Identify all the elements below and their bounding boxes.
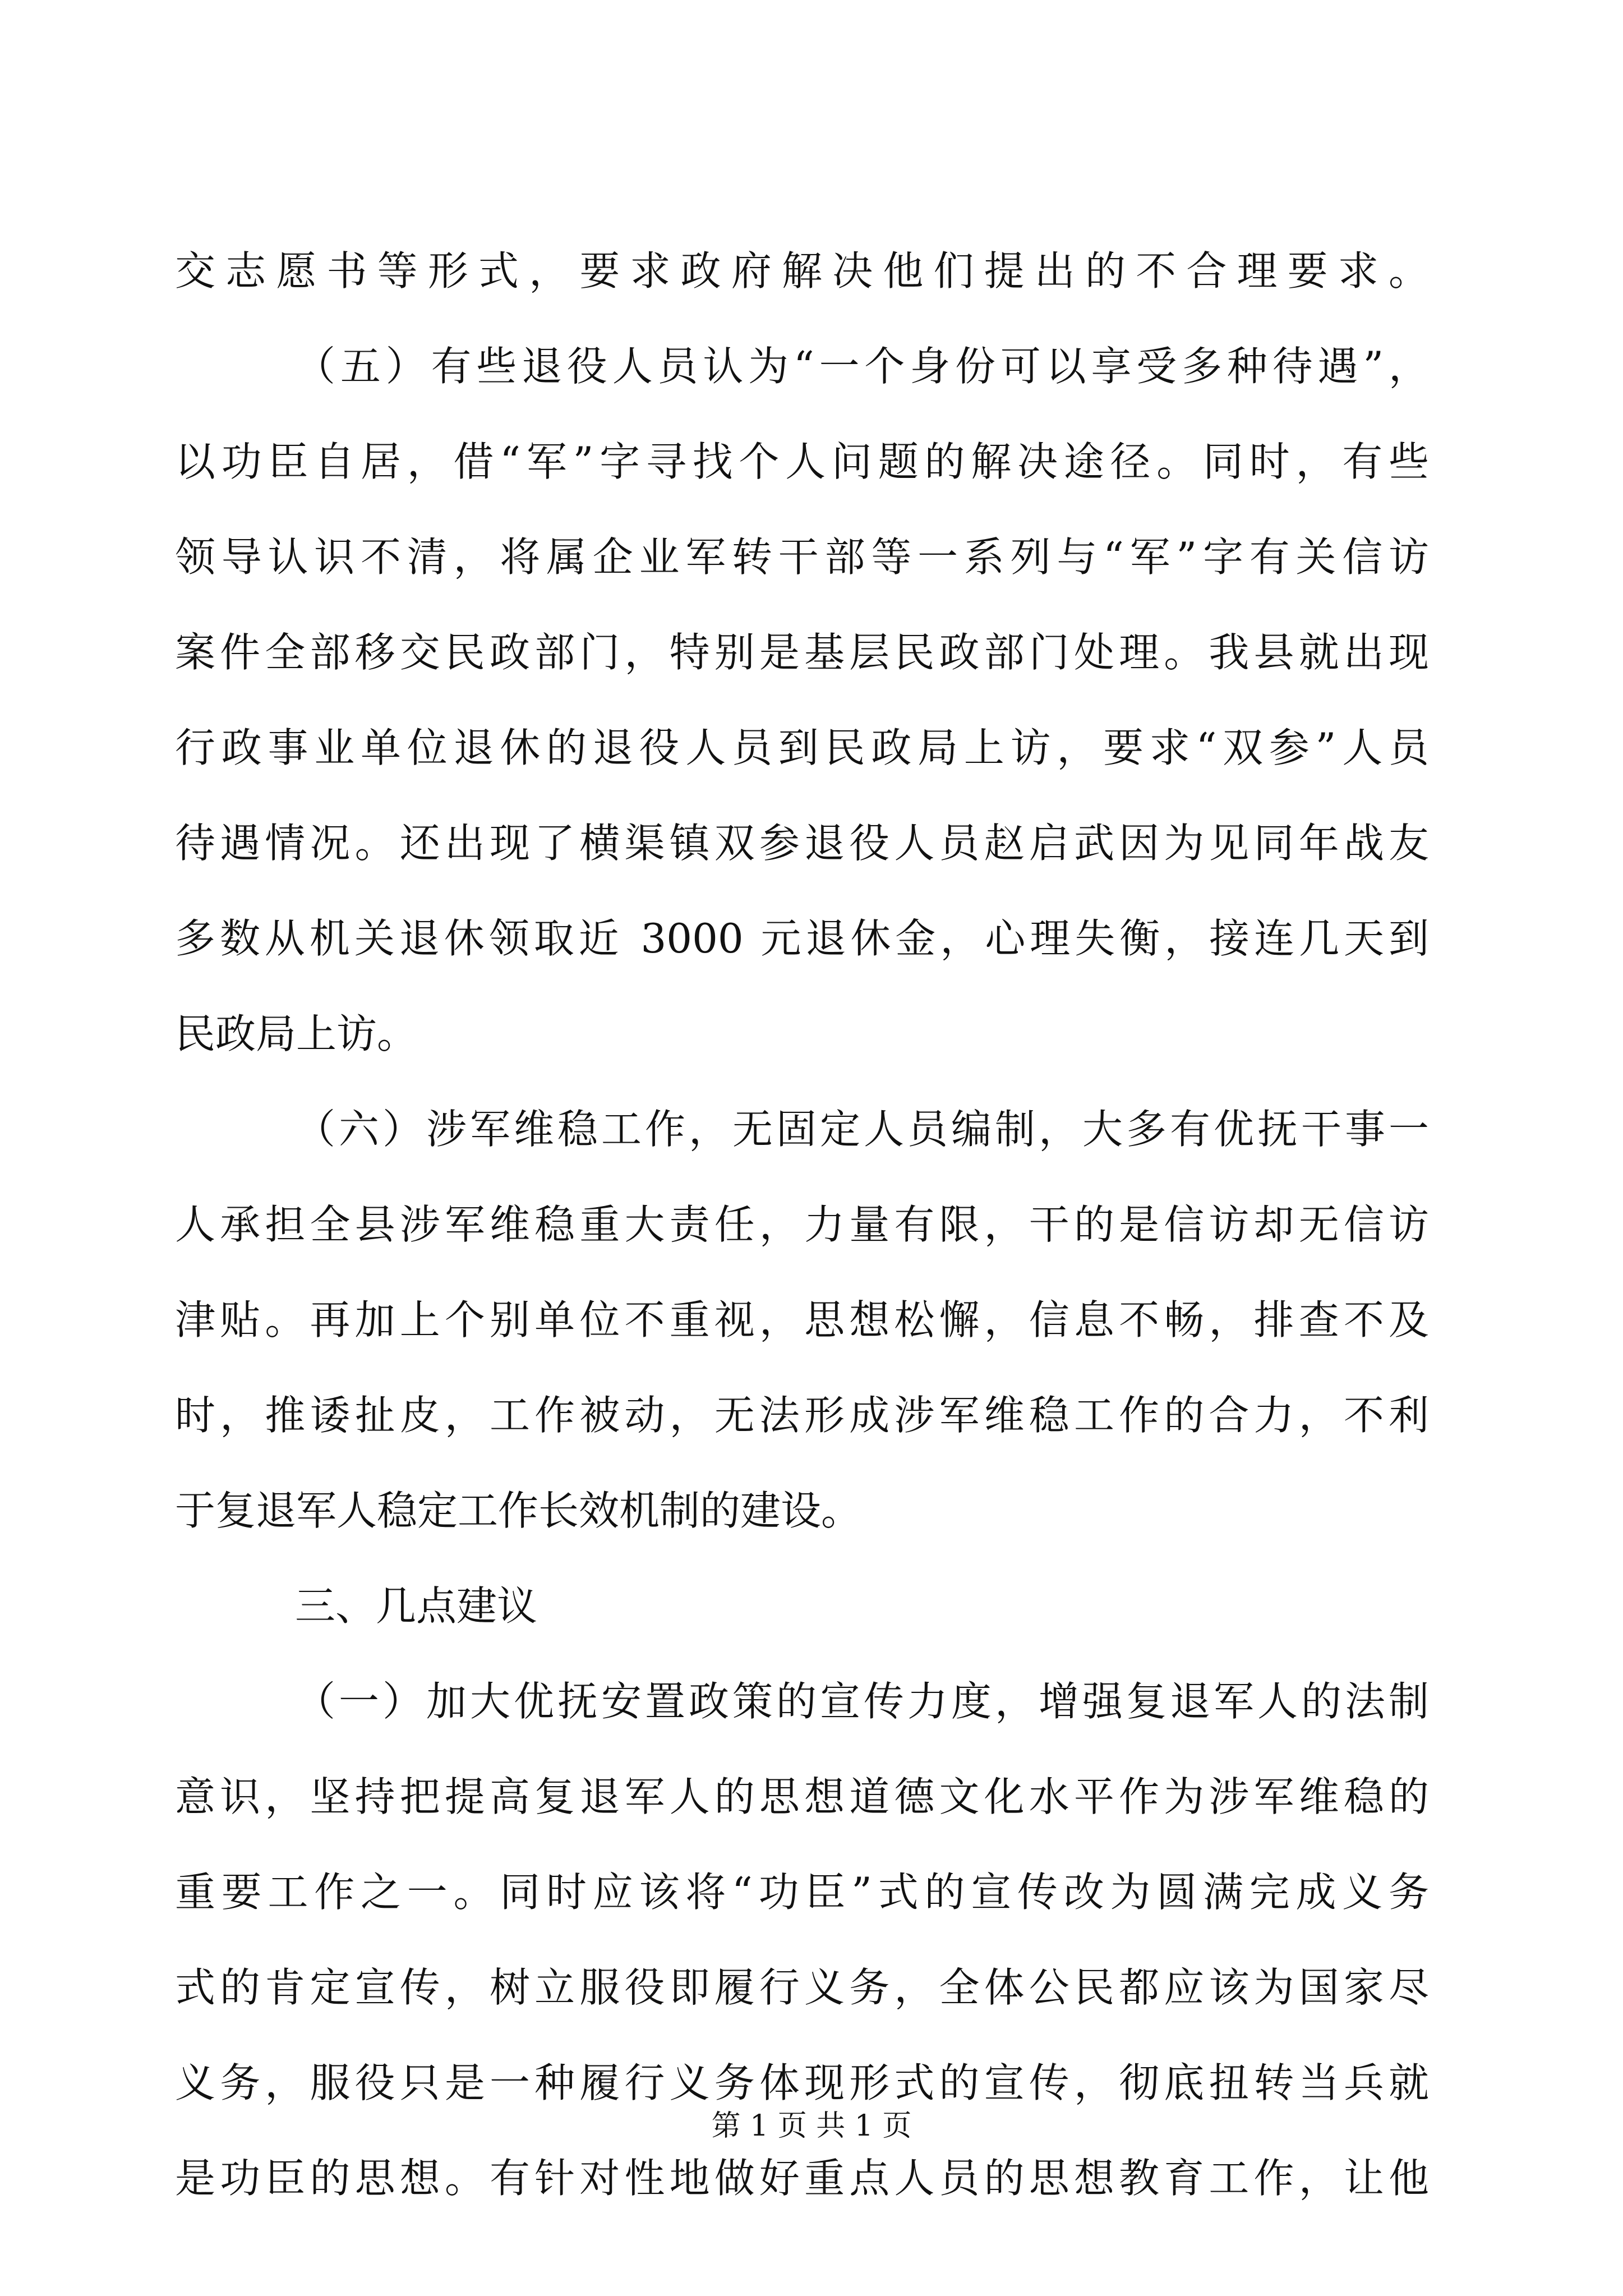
paragraph-first-line: （五）有些退役人员认为“一个身份可以享受多种待遇”， xyxy=(295,343,1429,390)
body-line: 交志愿书等形式，要求政府解决他们提出的不合理要求。 xyxy=(175,247,1429,295)
document-body xyxy=(175,223,1429,2226)
section-heading: 三、几点建议 xyxy=(295,1582,538,1630)
body-line: 津贴。再加上个别单位不重视，思想松懈，信息不畅，排查不及 xyxy=(175,1296,1429,1343)
body-line: 义务，服役只是一种履行义务体现形式的宣传，彻底扭转当兵就 xyxy=(175,2059,1429,2106)
paragraph-last-line: 于复退军人稳定工作长效机制的建设。 xyxy=(175,1487,862,1534)
body-line: 是功臣的思想。有针对性地做好重点人员的思想教育工作，让他 xyxy=(175,2155,1429,2202)
body-line: 重要工作之一。同时应该将“功臣”式的宣传改为圆满完成义务 xyxy=(175,1869,1429,1916)
page-footer: 第 1 页 共 1 页 xyxy=(711,2109,912,2143)
paragraph-first-line: （六）涉军维稳工作，无固定人员编制，大多有优抚干事一 xyxy=(295,1106,1429,1153)
body-line: 式的肯定宣传，树立服役即履行义务，全体公民都应该为国家尽 xyxy=(175,1964,1429,2011)
body-line: 以功臣自居，借“军”字寻找个人问题的解决途径。同时，有些 xyxy=(175,438,1429,485)
body-line: 人承担全县涉军维稳重大责任，力量有限，干的是信访却无信访 xyxy=(175,1201,1429,1248)
body-line: 时，推诿扯皮，工作被动，无法形成涉军维稳工作的合力，不利 xyxy=(175,1392,1429,1439)
body-line: 待遇情况。还出现了横渠镇双参退役人员赵启武因为见同年战友 xyxy=(175,820,1429,867)
paragraph-first-line: （一）加大优抚安置政策的宣传力度，增强复退军人的法制 xyxy=(295,1678,1429,1725)
body-line: 意识，坚持把提高复退军人的思想道德文化水平作为涉军维稳的 xyxy=(175,1773,1429,1820)
body-line: 行政事业单位退休的退役人员到民政局上访，要求“双参”人员 xyxy=(175,724,1429,771)
body-line: 领导认识不清，将属企业军转干部等一系列与“军”字有关信访 xyxy=(175,533,1429,581)
body-line: 多数从机关退休领取近 3000 元退休金，心理失衡，接连几天到 xyxy=(175,915,1429,962)
body-line: 案件全部移交民政部门，特别是基层民政部门处理。我县就出现 xyxy=(175,629,1429,676)
paragraph-last-line: 民政局上访。 xyxy=(175,1010,418,1057)
